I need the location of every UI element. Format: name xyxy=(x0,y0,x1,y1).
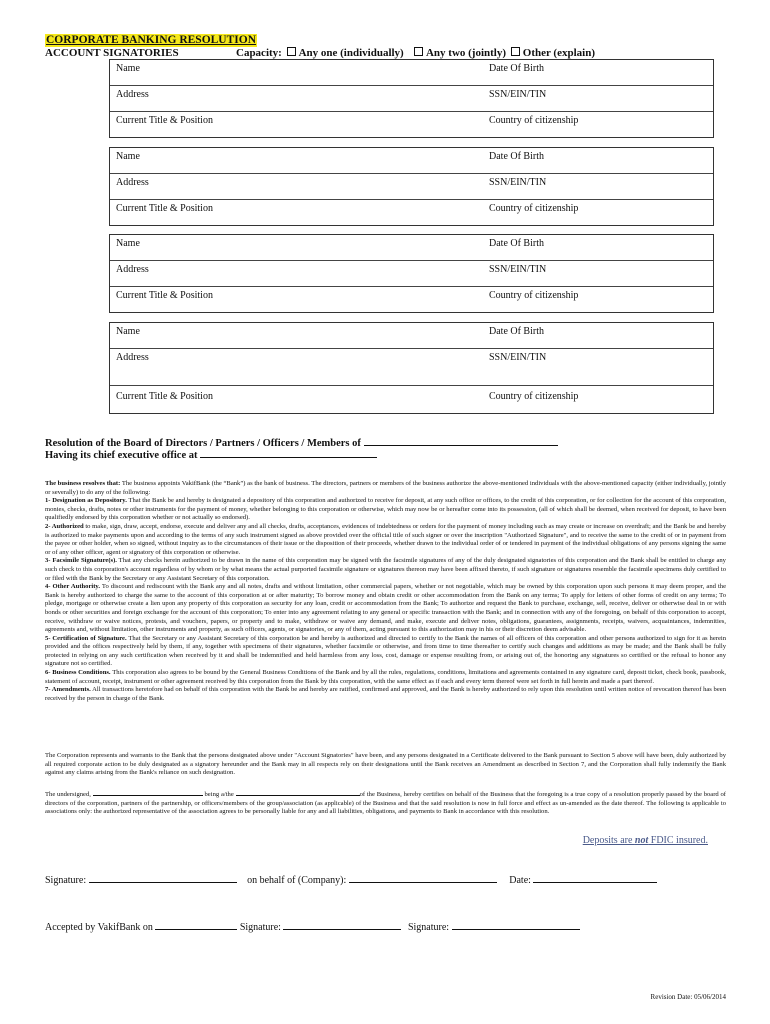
name-label: Name xyxy=(116,63,140,74)
certification-text xyxy=(45,789,726,817)
section-5 xyxy=(45,635,726,669)
representation-paragraph xyxy=(45,752,726,778)
bank-signature-field-1[interactable] xyxy=(283,920,401,930)
certification-part-b: being a/the xyxy=(202,791,236,798)
section-1-text: That the Bank be and hereby is designated a depository of this corporation and authorized to receive for deposit, at any such office or offices, to the credit of this corporation, or for collection for the account of this corporation, monies, checks, drafts, notes or other instruments for the payment of money, whether belonging to this corporation or otherwise, which may now be or hereafter come into its possession, (all of which shall be deemed, when received for deposit, to have been qualifiedly endorsed by this corporation whether or not actually so endorsed). xyxy=(45,497,726,522)
signatory-row-name[interactable] xyxy=(110,148,713,174)
section-7-text: All transactions heretofore had on behalf of this corporation with the Bank be and hereby are ratified, confirmed and approved, and the Bank is hereby authorized to rely upon this resolution until written notice of revocation thereof has been received by the person in charge of the Bank. xyxy=(45,686,726,702)
name-label: Name xyxy=(116,151,140,162)
citizenship-label: Country of citizenship xyxy=(489,115,579,126)
section-2-title: 2- Authorized xyxy=(45,522,84,530)
certification-part-c: of the Business, hereby certifies on behalf of the Business that the foregoing is a true copy of a resolution properly passed by the board of directors of the corporation, partners of the partnership, or officers/members of the group/association (as applicable) of the Business and that the said resolution is now in full force and effect as un-amended as the date thereof. The following is applicable to associations only: the authorized representative of the association agrees to be personally liable for any and all liabilities, obligations, and payments to Bank in accordance with this resolution. xyxy=(45,791,726,816)
company-field[interactable] xyxy=(349,873,497,883)
citizenship-label: Country of citizenship xyxy=(489,203,579,214)
signatory-row-address[interactable] xyxy=(110,261,713,287)
section-5-text: That the Secretary or any Assistant Secretary of this corporation be and hereby is authorized and directed to certify to the Bank the names of all officers of this corporation and other persons authorized to sign for it as herein provided and the offices respectively held by them, if any, together with specimens of their signatures, whether facsimile or otherwise, and from time to time thereafter to certify such changes and additions as may be made; and the Bank shall be fully protected in relying on any such certification when received by it and shall be indemnified and held harmless from any loss, cost, damage or expense resulting from, or arising out of, the honoring any signatures so certified or the refusal to honor any signature not so certified. xyxy=(45,634,727,668)
representation-text: The Corporation represents and warrants to the Bank that the persons designated above under "Account Signatories" have been, and any persons designated in a Certificate delivered to the Bank pursuant to Section 5 above will have been, duly authorized by all required corporate action to be duly designated as a signatory hereunder and the Bank may in all respects rely on their designations until the Bank receives an Amendment as described in Section 7, and the Corporation shall fully indemnify the Bank against any claims arising from the Bank's reliance on such designation. xyxy=(45,752,726,777)
section-5-title: 5- Certification of Signature. xyxy=(45,634,127,642)
ssn-label: SSN/EIN/TIN xyxy=(489,89,547,100)
title-label: Current Title & Position xyxy=(116,203,213,214)
citizenship-label: Country of citizenship xyxy=(489,290,579,301)
on-behalf-label: on behalf of (Company): xyxy=(247,875,347,886)
date-label: Date: xyxy=(509,875,531,886)
ssn-label: SSN/EIN/TIN xyxy=(489,352,547,363)
title-label: Current Title & Position xyxy=(116,115,213,126)
citizenship-label: Country of citizenship xyxy=(489,391,579,402)
signatory-table-3 xyxy=(109,234,714,313)
ssn-label: SSN/EIN/TIN xyxy=(489,177,547,188)
section-1-title: 1- Designation as Depository. xyxy=(45,497,127,505)
checkbox-any-one[interactable] xyxy=(287,47,296,56)
bank-signature-label-1: Signature: xyxy=(239,922,281,933)
section-3 xyxy=(45,557,726,583)
section-6-title: 6- Business Conditions. xyxy=(45,669,111,677)
fdic-prefix: Deposits are xyxy=(582,835,635,846)
signatory-row-title[interactable] xyxy=(110,287,713,312)
dob-label: Date Of Birth xyxy=(489,63,544,74)
signatory-row-name[interactable] xyxy=(110,60,713,86)
option-any-two-label: Any two (jointly) xyxy=(425,47,507,59)
section-4-title: 4- Other Authority. xyxy=(45,583,101,591)
section-7 xyxy=(45,686,726,703)
address-label: Address xyxy=(116,264,149,275)
signatory-row-address[interactable] xyxy=(110,349,713,386)
section-3-title: 3- Facsimile Signature(s). xyxy=(45,557,117,565)
resolution-line-2 xyxy=(45,448,377,462)
accepted-date-field[interactable] xyxy=(155,920,237,930)
certification-paragraph xyxy=(45,789,726,817)
signatory-row-name[interactable] xyxy=(110,235,713,261)
signature-label: Signature: xyxy=(45,875,87,886)
signature-field[interactable] xyxy=(89,873,237,883)
signatory-row-title[interactable] xyxy=(110,386,713,413)
office-label: Having its chief executive office at xyxy=(45,450,198,461)
signatory-row-address[interactable] xyxy=(110,174,713,200)
name-label: Name xyxy=(116,326,140,337)
accepted-label: Accepted by VakifBank on xyxy=(45,922,153,933)
resolution-body xyxy=(45,480,726,703)
dob-label: Date Of Birth xyxy=(489,238,544,249)
option-other-label: Other (explain) xyxy=(522,47,595,59)
section-3-text: That any checks herein authorized to be drawn in the name of this corporation may be signed with the facsimile signatures of any of the duly designated signatories of this corporation and the Bank shall be entitled to charge any such check to this corporation's account regardless of by whom or by what means the actual purported facsimile signature or signatures thereon may have been affixed thereto, if such signature or signatures resemble the facsimile specimens duly certified to or filed with the Bank by the Secretary or any Assistant Secretary of this corporation. xyxy=(45,557,726,582)
account-signatories-heading: ACCOUNT SIGNATORIES xyxy=(45,47,179,59)
checkbox-any-two[interactable] xyxy=(414,47,423,56)
business-name-field[interactable] xyxy=(364,436,558,446)
signatory-table-4 xyxy=(109,322,714,414)
section-2 xyxy=(45,523,726,557)
section-1 xyxy=(45,497,726,523)
resolution-label: Resolution of the Board of Directors / Partners / Officers / Members of xyxy=(45,438,361,449)
ssn-label: SSN/EIN/TIN xyxy=(489,264,547,275)
signatory-row-title[interactable] xyxy=(110,200,713,225)
name-label: Name xyxy=(116,238,140,249)
address-label: Address xyxy=(116,177,149,188)
section-6 xyxy=(45,669,726,686)
office-address-field[interactable] xyxy=(200,448,377,458)
dob-label: Date Of Birth xyxy=(489,151,544,162)
signatory-table-2 xyxy=(109,147,714,226)
undersigned-name-field[interactable] xyxy=(93,789,203,796)
signatory-table-1 xyxy=(109,59,714,138)
form-title: CORPORATE BANKING RESOLUTION xyxy=(46,34,257,46)
signature-row-2 xyxy=(45,920,580,933)
revision-date: Revision Date: 05/06/2014 xyxy=(650,993,726,1001)
capacity-label: Capacity: xyxy=(236,47,282,59)
date-field[interactable] xyxy=(533,873,657,883)
fdic-suffix: FDIC insured. xyxy=(648,835,708,846)
section-7-title: 7- Amendments. xyxy=(45,686,91,694)
fdic-notice xyxy=(583,835,708,846)
address-label: Address xyxy=(116,352,149,363)
intro-bold: The business resolves that: xyxy=(45,480,121,487)
bank-signature-field-2[interactable] xyxy=(452,920,580,930)
title-label: Current Title & Position xyxy=(116,391,213,402)
intro-text: The business appoints VakifBank (the “Bank”) as the bank of business. The directors, partners or members of the business authorize the above-mentioned individuals with the above-mentioned capacity (either individually, jointly or severally) to do any of the following: xyxy=(45,480,726,496)
bank-signature-label-2: Signature: xyxy=(407,922,450,933)
title-label: Current Title & Position xyxy=(116,290,213,301)
checkbox-other[interactable] xyxy=(511,47,520,56)
dob-label: Date Of Birth xyxy=(489,326,544,337)
option-any-one-label: Any one (individually) xyxy=(298,47,404,59)
address-label: Address xyxy=(116,89,149,100)
signatory-row-address[interactable] xyxy=(110,86,713,112)
section-6-text: This corporation also agrees to be bound by the General Business Conditions of the Bank and by all the rules, regulations, conditions, limitations and agreements contained in any signature card, deposit ticket, check book, passbook, statement of account, receipt, instrument or other agreement received by this corporation from the Bank by this corporation, with the same effect as if each and every term thereof were set forth in full herein and made a part thereof. xyxy=(45,669,726,685)
undersigned-title-field[interactable] xyxy=(236,789,360,796)
section-4-text: To discount and rediscount with the Bank any and all notes, drafts and without limitation, other commercial papers, whether or not negotiable, which may be owned by this corporation upon such persons it may deem proper, and the Bank is hereby authorized to charge the same to the account of this corporation at or after maturity; To borrow money and obtain credit or other accommodation from the Bank on any terms; To apply for letters of other forms of credit on any terms; To pledge, mortgage or otherwise create a lien upon any property of this corporation as security for any loan, credit or accommodation from the Bank; To authorize and request the Bank to purchase, exchange, sell, receive, deliver or otherwise deal in or with bonds or other securities and foreign exchange for the account of this corporation; To enter into any agreement relating to any general or specific transaction with the Bank; and in connection with any of the foregoing, on behalf of this corporation to accept, receive, withdraw or waive notices, protests, and vouchers, papers, or property and to make, withdraw or waive any demand, and make, execute and deliver notes, obligations, guarantees, assignments, receipts, waivers, acquaintances, indemnities, agreements and, without limitation, other instruments and property, as such officers, agents, or signatories, or any of them, acting pursuant to this authorization may in his or their discretion deem advisable. xyxy=(45,583,727,634)
certification-part-a: The undersigned, xyxy=(45,791,93,798)
signatory-row-name[interactable] xyxy=(110,323,713,349)
fdic-emphasis: not xyxy=(634,835,649,846)
section-2-text: to make, sign, draw, accept, endorse, execute and deliver any and all checks, drafts, acceptances, evidences of indebtedness or orders for the payment of money including such as may create or increase on overdraft; and the Bank be and hereby is authorized to make payments upon and according to the terms of any such instrument signed as above provided over the official title of such signer or over the inscription "Authorized Signature", and to receive the same to the credit of or in payment from the payee or other holder, when so signed, without inquiry as to the circumstances of their issue or the disposition of their proceeds, whether drawn to the individual order of or tendered in payment of the individual obligations of any persons signing the same or of any other officer, agent or signatory of this corporation or otherwise. xyxy=(45,522,726,556)
signature-row-1 xyxy=(45,873,657,886)
signatory-row-title[interactable] xyxy=(110,112,713,137)
section-4 xyxy=(45,583,726,635)
intro-paragraph xyxy=(45,480,726,497)
